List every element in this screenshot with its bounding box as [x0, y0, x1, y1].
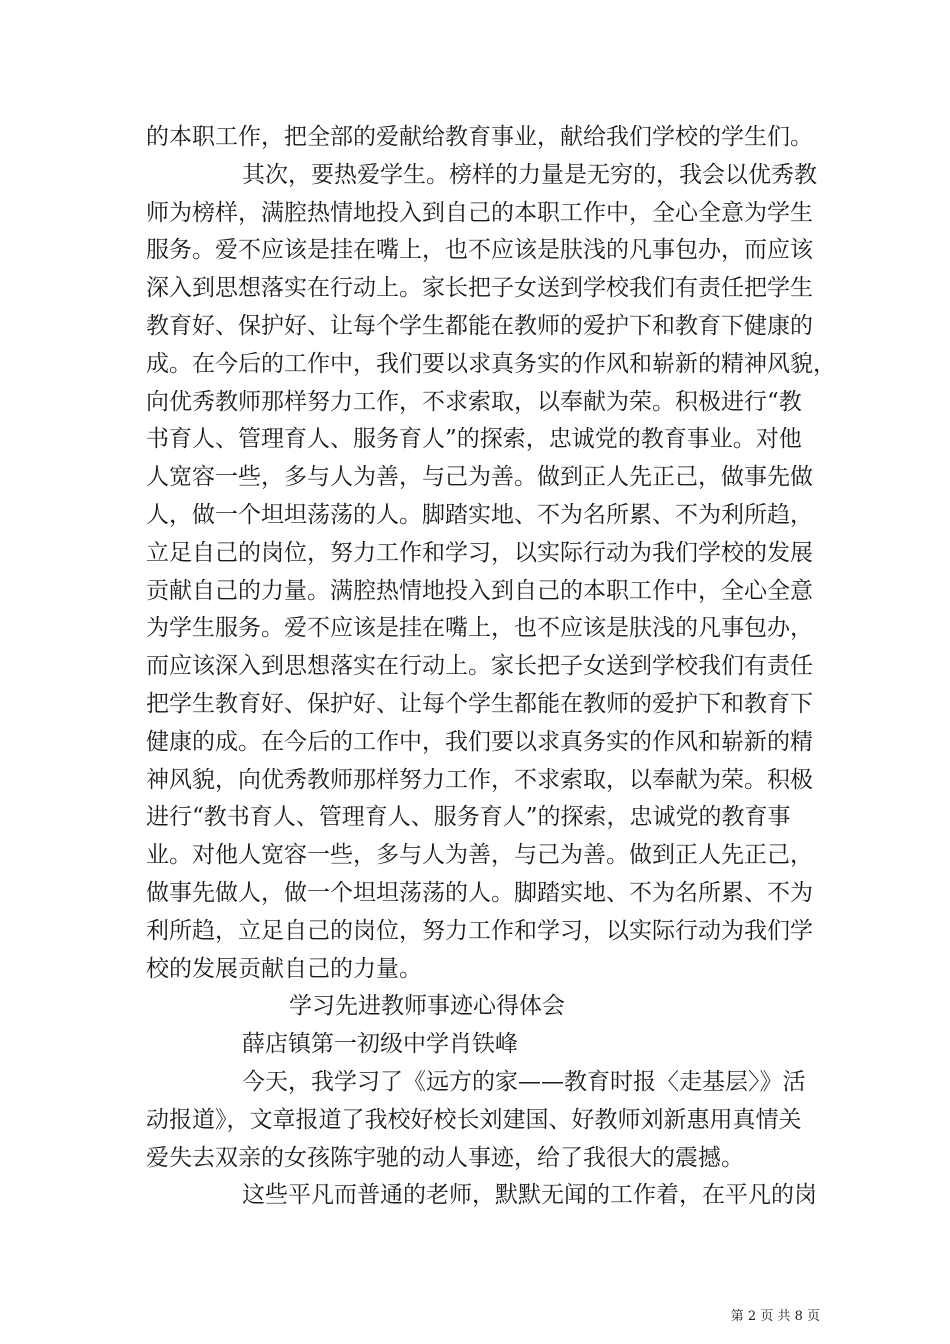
text-line: 进行“教书育人、管理育人、服务育人”的探索，忠诚党的教育事 — [146, 804, 791, 831]
text-line: 书育人、管理育人、服务育人”的探索，忠诚党的教育事业。对他 — [146, 426, 802, 453]
paragraph-first-line: 其次，要热爱学生。榜样的力量是无穷的，我会以优秀教 — [242, 161, 817, 188]
text-line: 校的发展贡献自己的力量。 — [146, 955, 422, 982]
text-line: 动报道》，文章报道了我校好校长刘建国、好教师刘新惠用真情关 — [146, 1106, 802, 1133]
text-line: 教育好、保护好、让每个学生都能在教师的爱护下和教育下健康的 — [146, 312, 813, 339]
text-line: 业。对他人宽容一些，多与人为善，与己为善。做到正人先正己， — [146, 842, 813, 869]
body-text — [146, 119, 836, 1215]
text-line: 神风貌，向优秀教师那样努力工作，不求索取，以奉献为荣。积极 — [146, 766, 813, 793]
text-line: 服务。爱不应该是挂在嘴上，也不应该是肤浅的凡事包办，而应该 — [146, 237, 813, 264]
text-line: 深入到思想落实在行动上。家长把子女送到学校我们有责任把学生 — [146, 275, 813, 302]
author-line: 薛店镇第一初级中学肖铁峰 — [242, 1031, 518, 1058]
text-line: 的本职工作，把全部的爱献给教育事业，献给我们学校的学生们。 — [146, 124, 813, 150]
text-line: 贡献自己的力量。满腔热情地投入到自己的本职工作中，全心全意 — [146, 577, 813, 604]
page-number-footer: 第 2 页 共 8 页 — [730, 1309, 820, 1324]
text-line: 而应该深入到思想落实在行动上。家长把子女送到学校我们有责任 — [146, 653, 813, 680]
text-line: 利所趋，立足自己的岗位，努力工作和学习，以实际行动为我们学 — [146, 917, 813, 944]
text-line: 人宽容一些，多与人为善，与己为善。做到正人先正己，做事先做 — [146, 464, 813, 491]
text-line: 向优秀教师那样努力工作，不求索取，以奉献为荣。积极进行“教 — [146, 388, 802, 415]
paragraph-first-line: 这些平凡而普通的老师，默默无闻的工作着，在平凡的岗 — [242, 1182, 817, 1209]
paragraph-first-line: 今天，我学习了《远方的家——教育时报〈走基层〉》活 — [242, 1068, 806, 1095]
text-line: 立足自己的岗位，努力工作和学习，以实际行动为我们学校的发展 — [146, 539, 813, 566]
text-line: 做事先做人，做一个坦坦荡荡的人。脚踏实地、不为名所累、不为 — [146, 879, 813, 906]
text-line: 师为榜样，满腔热情地投入到自己的本职工作中，全心全意为学生 — [146, 199, 813, 226]
text-line: 把学生教育好、保护好、让每个学生都能在教师的爱护下和教育下 — [146, 690, 813, 717]
text-line: 为学生服务。爱不应该是挂在嘴上，也不应该是肤浅的凡事包办， — [146, 615, 813, 642]
text-line: 健康的成。在今后的工作中，我们要以求真务实的作风和崭新的精 — [146, 728, 813, 755]
text-line: 爱失去双亲的女孩陈宇驰的动人事迹，给了我很大的震撼。 — [146, 1144, 744, 1171]
text-line: 人，做一个坦坦荡荡的人。脚踏实地、不为名所累、不为利所趋， — [146, 501, 813, 528]
text-line: 成。在今后的工作中，我们要以求真务实的作风和崭新的精神风貌， — [146, 350, 836, 377]
article-title: 学习先进教师事迹心得体会 — [289, 993, 565, 1020]
